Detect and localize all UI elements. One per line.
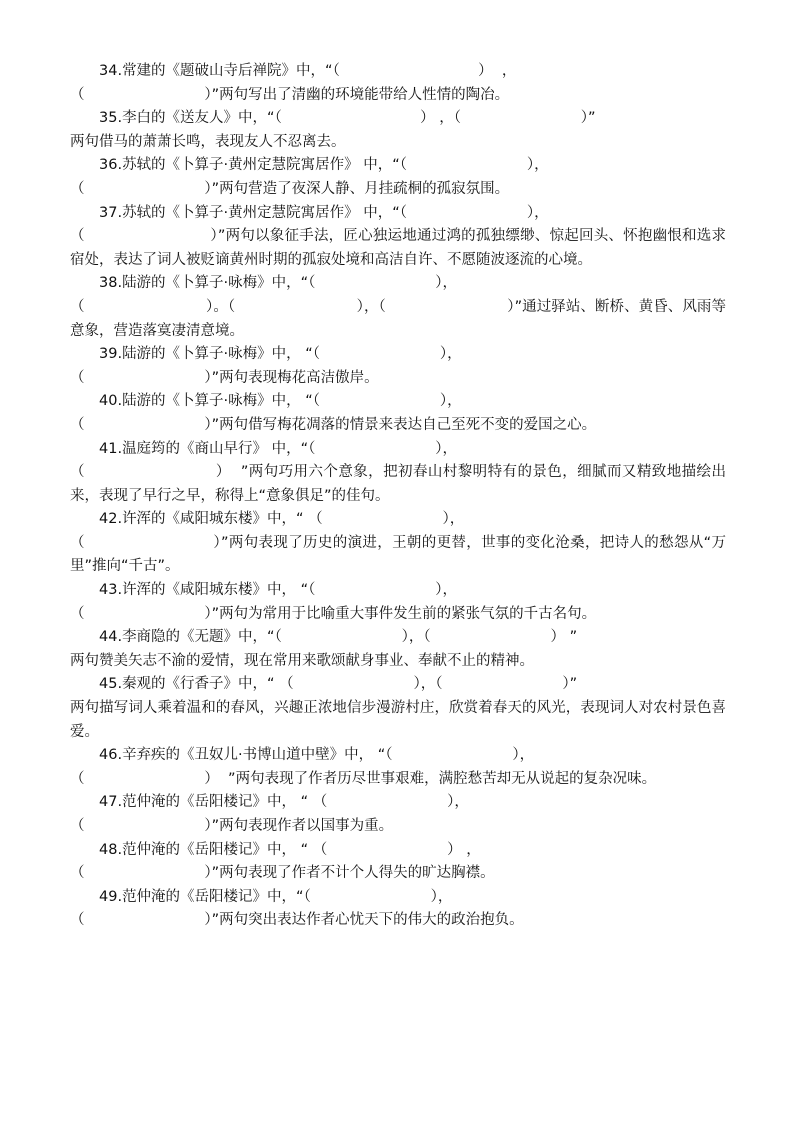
question-number: 38. bbox=[99, 275, 123, 292]
question-text-line-2: （ ）”两句突出表达作者心忧天下的伟大的政治抱负。 bbox=[70, 912, 524, 929]
question-number: 46. bbox=[99, 747, 123, 764]
question-number: 49. bbox=[99, 888, 123, 905]
question-36 bbox=[70, 154, 726, 201]
question-37 bbox=[70, 202, 726, 273]
question-number: 43. bbox=[99, 582, 123, 599]
question-text-line-2: 两句借马的萧萧长鸣，表现友人不忍离去。 bbox=[70, 133, 346, 150]
question-text-line-2: （ ）”两句表现梅花高洁傲岸。 bbox=[70, 369, 379, 386]
question-number: 48. bbox=[99, 841, 123, 858]
question-number: 39. bbox=[99, 346, 123, 363]
question-text-line-1: 许浑的《咸阳城东楼》中，“ （ ）， bbox=[122, 511, 465, 528]
question-text-line-2: 两句赞美矢志不渝的爱情，现在常用来歌颂献身事业、奉献不止的精神。 bbox=[70, 652, 534, 669]
question-number: 40. bbox=[99, 393, 123, 410]
question-number: 41. bbox=[99, 440, 123, 457]
question-35 bbox=[70, 107, 726, 154]
question-49 bbox=[70, 886, 726, 933]
question-number: 35. bbox=[99, 110, 123, 127]
question-text-line-2: （ ）”两句表现作者以国事为重。 bbox=[70, 818, 394, 834]
question-text-line-2: （ ）。（ ），（ ）”通过驿站、断桥、黄昏、风雨等意象，营造落寞凄清意境。 bbox=[70, 298, 726, 339]
question-text-line-2: （ ）”两句营造了夜深人静、月挂疏桐的孤寂氛围。 bbox=[70, 180, 510, 197]
question-text-line-2: 两句描写词人乘着温和的春风，兴趣正浓地信步漫游村庄，欣赏着春天的风光，表现词人对农村景色喜爱。 bbox=[70, 700, 726, 740]
question-text-line-2: （ ）”两句为常用于比喻重大事件发生前的紧张气氛的千古名句。 bbox=[70, 605, 597, 622]
question-number: 45. bbox=[99, 676, 123, 693]
question-text-line-1: 李白的《送友人》中，“（ ） ，（ ）” bbox=[122, 110, 596, 127]
question-text-line-1: 陆游的《卜算子·咏梅》中， “（ ）， bbox=[122, 346, 462, 363]
question-text-line-2: （ ）”两句表现了作者不计个人得失的旷达胸襟。 bbox=[70, 865, 495, 882]
question-text-line-1: 范仲淹的《岳阳楼记》中，“（ ）， bbox=[122, 888, 453, 905]
question-text-line-1: 范仲淹的《岳阳楼记》中， “ （ ） ， bbox=[122, 841, 481, 858]
question-44 bbox=[70, 626, 726, 673]
question-39 bbox=[70, 343, 726, 390]
question-number: 37. bbox=[99, 204, 123, 221]
worksheet bbox=[70, 60, 726, 933]
question-41 bbox=[70, 438, 726, 509]
question-text-line-1: 苏轼的《卜算子·黄州定慧院寓居作》 中，“（ ）， bbox=[122, 157, 549, 174]
question-text-line-2: （ ） ”两句巧用六个意象，把初春山村黎明特有的景色，细腻而又精致地描绘出来，表现了早行之早，称得上“意象俱足”的佳句。 bbox=[70, 464, 726, 504]
question-43 bbox=[70, 579, 726, 626]
question-34 bbox=[70, 60, 726, 107]
question-number: 44. bbox=[99, 629, 123, 646]
question-text-line-1: 李商隐的《无题》中，“（ ），（ ） ” bbox=[122, 629, 578, 646]
question-47 bbox=[70, 791, 726, 838]
question-text-line-1: 陆游的《卜算子·咏梅》中， “（ ）， bbox=[122, 393, 462, 410]
question-number: 42. bbox=[99, 511, 123, 528]
question-text-line-1: 许浑的《咸阳城东楼》中， “（ ）， bbox=[122, 582, 458, 599]
question-text-line-2: （ ）”两句借写梅花凋落的情景来表达自己至死不变的爱国之心。 bbox=[70, 416, 597, 433]
question-text-line-2: （ ）”两句表现了历史的演进，王朝的更替，世事的变化沧桑，把诗人的愁怨从“万里”推向“千古”。 bbox=[70, 534, 726, 575]
question-text-line-1: 常建的《题破山寺后禅院》中，“（ ） ， bbox=[122, 63, 517, 79]
question-40 bbox=[70, 390, 726, 437]
question-number: 36. bbox=[99, 157, 123, 174]
question-42 bbox=[70, 508, 726, 579]
question-text-line-1: 秦观的《行香子》中，“ （ ），（ ）” bbox=[122, 676, 578, 693]
question-text-line-1: 范仲淹的《岳阳楼记》中， “ （ ）， bbox=[122, 794, 469, 811]
question-text-line-2: （ ） ”两句表现了作者历尽世事艰难，满腔愁苦却无从说起的复杂况味。 bbox=[70, 770, 657, 787]
question-text-line-1: 苏轼的《卜算子·黄州定慧院寓居作》 中，“（ ）， bbox=[122, 204, 549, 221]
question-text-line-1: 辛弃疾的《丑奴儿·书博山道中壁》中， “（ ）， bbox=[122, 747, 535, 764]
question-48 bbox=[70, 839, 726, 886]
question-46 bbox=[70, 744, 726, 791]
question-number: 34. bbox=[99, 63, 123, 79]
question-text-line-2: （ ）”两句以象征手法，匠心独运地通过鸿的孤独缥缈、惊起回头、怀抱幽恨和选求宿处，表达了词人被贬谪黄州时期的孤寂处境和高洁自许、不愿随波逐流的心境。 bbox=[70, 228, 726, 268]
question-number: 47. bbox=[99, 794, 123, 811]
question-text-line-1: 陆游的《卜算子·咏梅》中，“（ ）， bbox=[122, 275, 458, 292]
question-text-line-1: 温庭筠的《商山早行》 中，“（ ）， bbox=[122, 440, 458, 457]
question-45 bbox=[70, 673, 726, 744]
question-text-line-2: （ ）”两句写出了清幽的环境能带给人性情的陶冶。 bbox=[70, 86, 510, 103]
question-38 bbox=[70, 272, 726, 343]
